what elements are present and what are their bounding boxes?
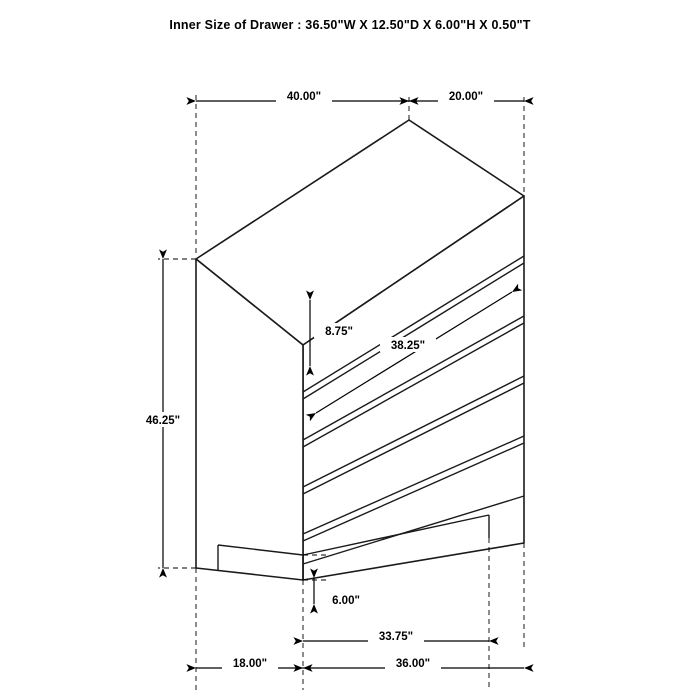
label-kick-height: 6.00": [332, 595, 360, 607]
label-base-inner-width: 33.75": [378, 631, 414, 643]
label-top-depth: 20.00": [448, 91, 484, 103]
label-base-width: 36.00": [395, 658, 431, 670]
label-drawer-height: 8.75": [325, 326, 353, 338]
label-base-depth: 18.00": [232, 658, 268, 670]
label-top-width: 40.00": [286, 91, 322, 103]
label-total-height: 46.25": [145, 415, 181, 427]
label-drawer-width: 38.25": [390, 340, 426, 352]
page-title: Inner Size of Drawer : 36.50"W X 12.50"D X 6.00"H X 0.50"T: [169, 18, 531, 32]
